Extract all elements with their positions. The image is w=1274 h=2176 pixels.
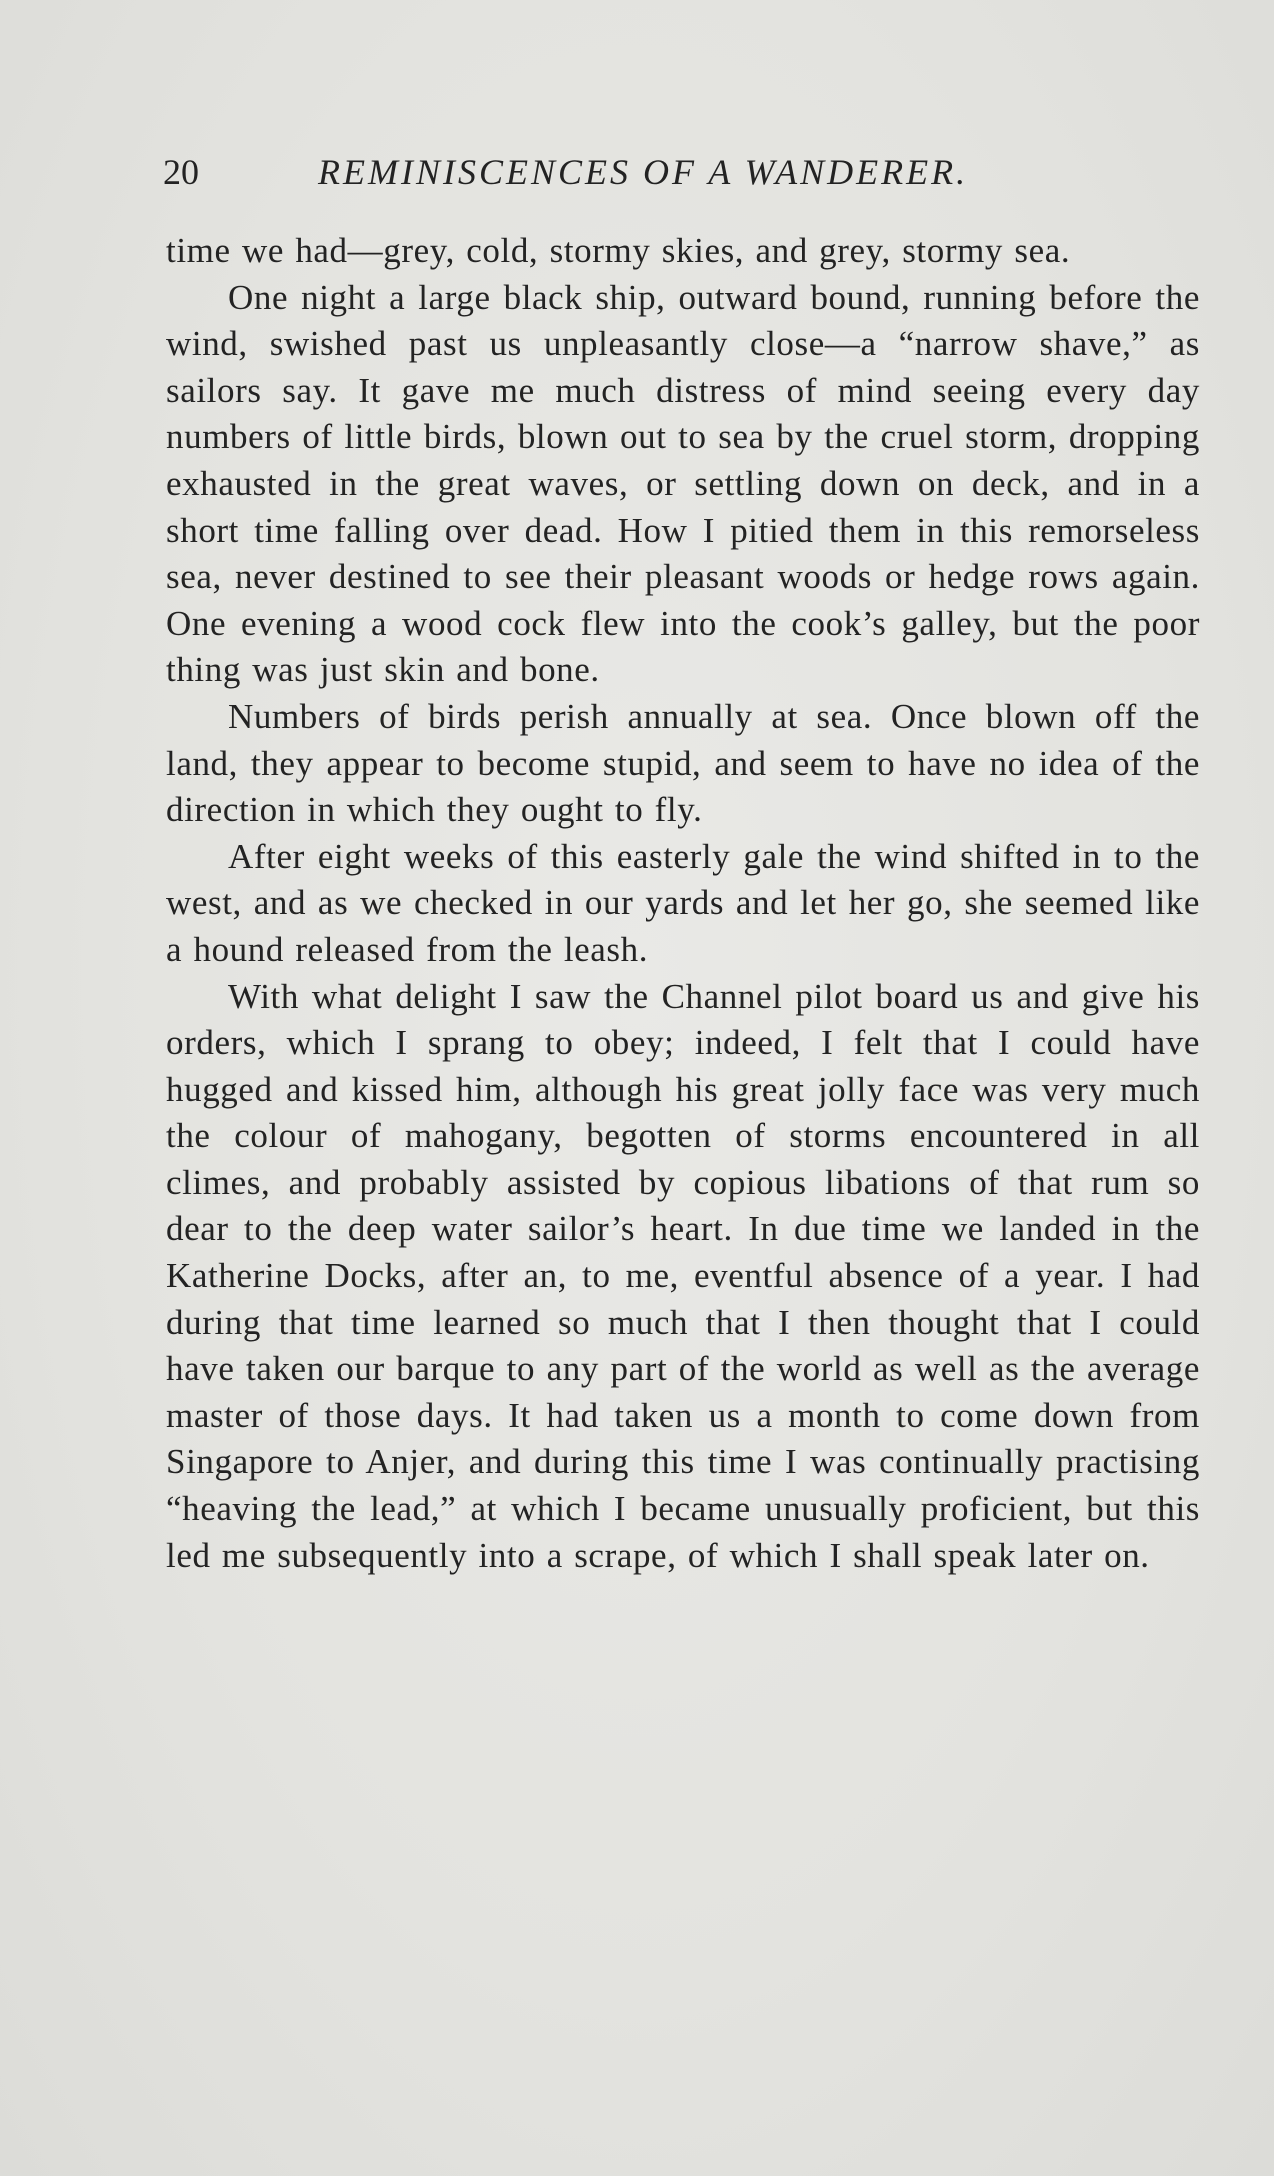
running-title: REMINISCENCES OF A WANDERER.: [318, 152, 969, 192]
paragraph: time we had—grey, cold, stormy skies, and grey, stormy sea.: [166, 231, 1071, 270]
paragraph: Numbers of birds perish annually at sea. Once blown off the land, they appear to become stupid, and seem to have no idea of the direction in which they ought to fly.: [166, 696, 1200, 830]
page-header: [163, 147, 1063, 197]
paragraph: One night a large black ship, outward bound, running before the wind, swished past us unpleasantly close—a “narrow shave,” as sailors say. It gave me much distress of mind seeing every day numbers of little birds, blown out to sea by the cruel storm, dropping exhausted in the great waves, or settling down on deck, and in a short time falling over dead. How I pitied them in this remorseless sea, never destined to see their pleasant woods or hedge rows again. One evening a wood cock flew into the cook’s galley, but the poor thing was just skin and bone.: [166, 277, 1200, 690]
page-number: 20: [163, 152, 199, 192]
paragraph: With what delight I saw the Channel pilot board us and give his orders, which I sprang to obey; indeed, I felt that I could have hugged and kissed him, although his great jolly face was very much the colour of mahogany, begotten of storms encountered in all climes, and probably assisted by copious libations of that rum so dear to the deep water sailor’s heart. In due time we landed in the Katherine Docks, after an, to me, eventful absence of a year. I had during that time learned so much that I then thought that I could have taken our barque to any part of the world as well as the average master of those days. It had taken us a month to come down from Singapore to Anjer, and during this time I was continually practising “heaving the lead,” at which I became unusually proficient, but this led me subsequently into a scrape, of which I shall speak later on.: [166, 976, 1200, 1575]
body-text: [166, 228, 1200, 1579]
paragraph: After eight weeks of this easterly gale the wind shifted in to the west, and as we checked in our yards and let her go, she seemed like a hound released from the leash.: [166, 836, 1200, 969]
